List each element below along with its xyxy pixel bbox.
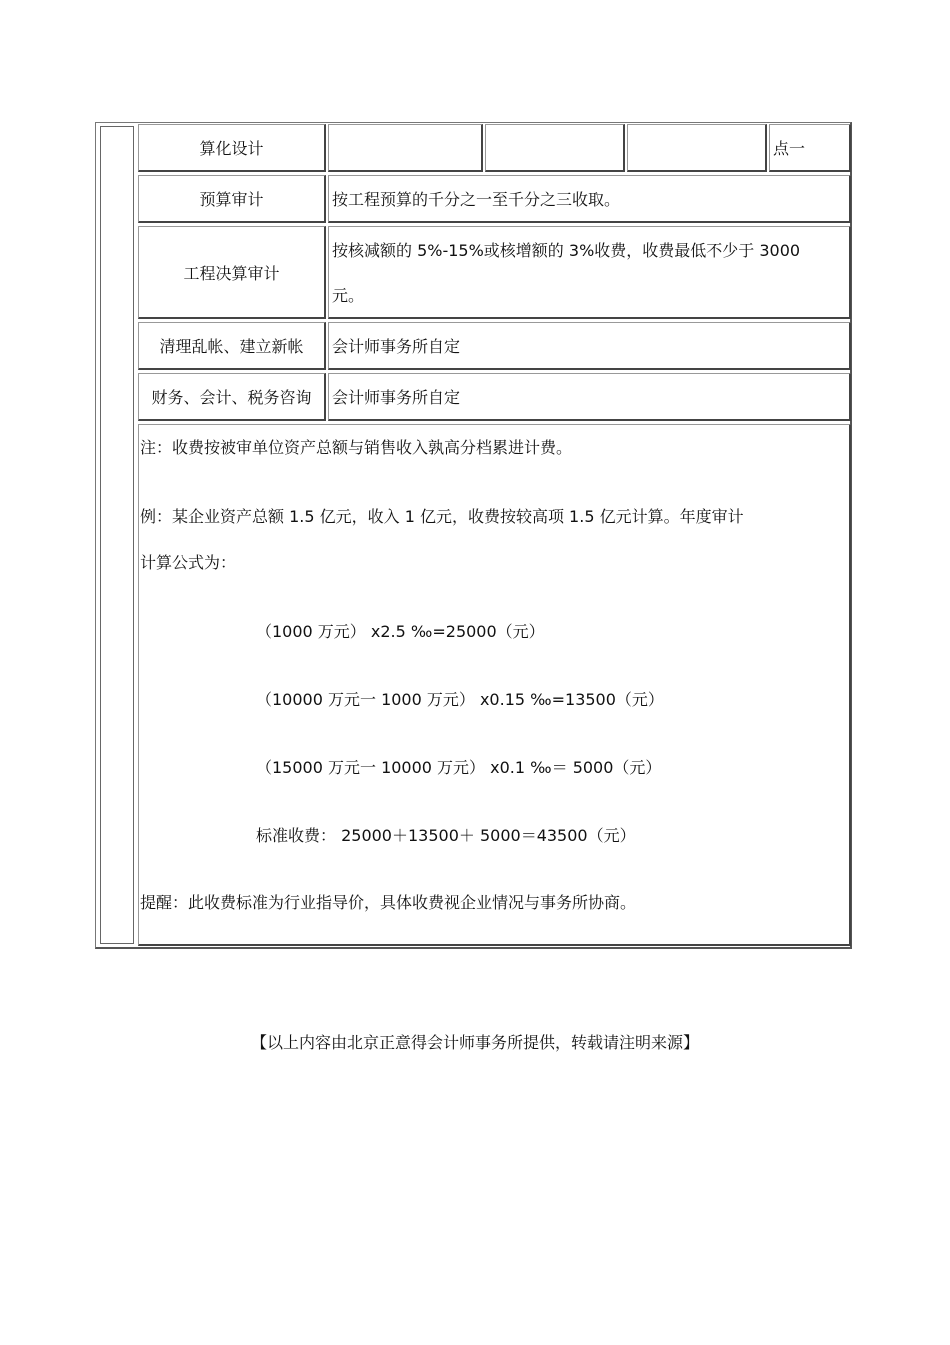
cell-dianyi-text: 点一 bbox=[773, 139, 806, 158]
row-value-qingli-luanzhang bbox=[328, 322, 851, 370]
row-value-text: 会计师事务所自定 bbox=[332, 388, 461, 407]
row-value-caiwu-zixun bbox=[328, 373, 851, 421]
example-line2: 计算公式为： bbox=[140, 553, 237, 572]
formula-2: （10000 万元一 1000 万元） x0.15 ‰=13500（元） bbox=[256, 690, 664, 709]
row-label-text: 财务、会计、税务咨询 bbox=[151, 388, 312, 407]
cell-dianyi bbox=[769, 124, 851, 172]
row-value-text: 会计师事务所自定 bbox=[332, 337, 461, 356]
example-line1: 例：某企业资产总额 1.5 亿元，收入 1 亿元，收费按较高项 1.5 亿元计算。年度审计 bbox=[140, 507, 744, 526]
note-line: 注：收费按被审单位资产总额与销售收入孰高分档累进计费。 bbox=[140, 438, 573, 457]
row-label-qingli-luanzhang bbox=[138, 322, 326, 370]
row-value-line1: 按核减额的 5%-15%或核增额的 3%收费，收费最低不少于 3000 bbox=[332, 241, 801, 260]
source-footer: 【以上内容由北京正意得会计师事务所提供，转载请注明来源】 bbox=[250, 1033, 699, 1052]
row-label-suanhua-sheji bbox=[138, 124, 326, 172]
empty-cell-3 bbox=[627, 124, 767, 172]
row-label-text: 工程决算审计 bbox=[183, 263, 280, 283]
row-value-gongcheng-juesuan bbox=[328, 226, 851, 319]
formula-3: （15000 万元一 10000 万元） x0.1 ‰＝ 5000（元） bbox=[256, 758, 662, 777]
row-label-text: 算化设计 bbox=[199, 139, 264, 158]
reminder-line: 提醒：此收费标准为行业指导价，具体收费视企业情况与事务所协商。 bbox=[140, 893, 637, 912]
formula-standard-fee: 标准收费： 25000＋13500＋ 5000＝43500（元） bbox=[256, 826, 636, 845]
row-value-yusuan-shenji bbox=[328, 175, 851, 223]
left-spacer-column bbox=[100, 126, 134, 944]
row-label-text: 清理乱帐、建立新帐 bbox=[159, 337, 304, 356]
formula-1: （1000 万元） x2.5 ‰=25000（元） bbox=[256, 622, 545, 641]
row-value-text: 按工程预算的千分之一至千分之三收取。 bbox=[332, 190, 621, 209]
row-label-gongcheng-juesuan bbox=[138, 226, 326, 319]
empty-cell-2 bbox=[485, 124, 625, 172]
row-label-text: 预算审计 bbox=[199, 190, 264, 209]
row-label-caiwu-zixun bbox=[138, 373, 326, 421]
row-value-line2: 元。 bbox=[332, 286, 365, 305]
empty-cell-1 bbox=[328, 124, 483, 172]
row-label-yusuan-shenji bbox=[138, 175, 326, 223]
note-block bbox=[138, 424, 851, 946]
